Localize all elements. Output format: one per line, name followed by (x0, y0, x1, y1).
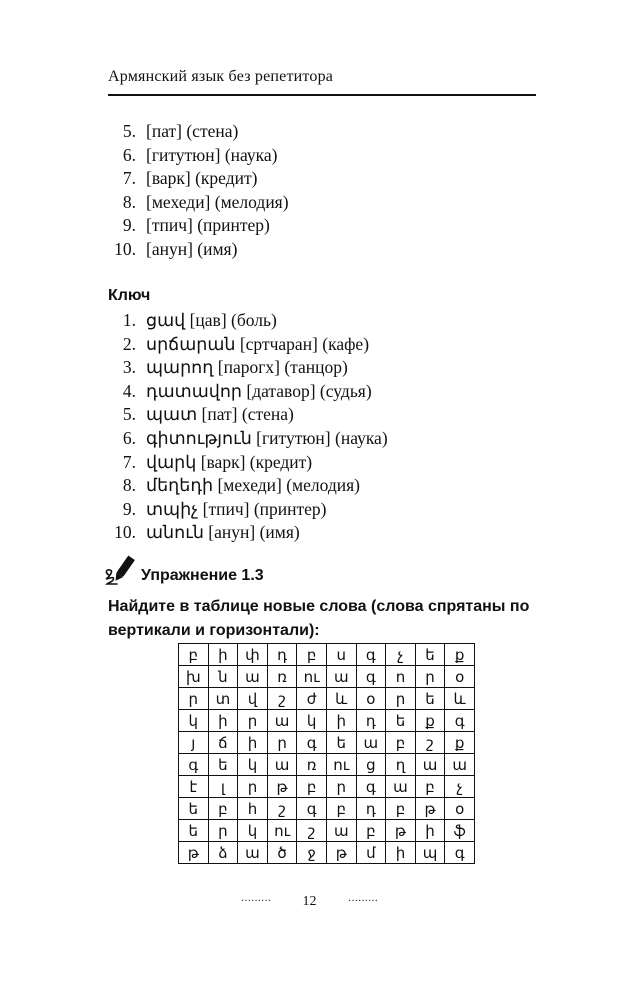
grid-cell: ր (238, 776, 268, 798)
grid-cell: կ (238, 754, 268, 776)
grid-cell: ր (208, 820, 238, 842)
grid-cell: շ (297, 820, 327, 842)
grid-cell: ի (238, 732, 268, 754)
grid-row (179, 688, 475, 710)
item-number: 10. (114, 522, 136, 543)
grid-cell: թ (179, 842, 209, 864)
grid-cell: թ (386, 820, 416, 842)
grid-cell: ի (326, 710, 356, 732)
grid-cell: թ (326, 842, 356, 864)
grid-cell: գ (297, 798, 327, 820)
grid-cell: ո (386, 666, 416, 688)
grid-cell: բ (415, 776, 445, 798)
grid-cell: թ (267, 776, 297, 798)
page-footer (0, 894, 619, 910)
grid-row (179, 820, 475, 842)
grid-cell: ծ (267, 842, 297, 864)
grid-cell: գ (356, 666, 386, 688)
item-text: [мехеди] (мелодия) (146, 191, 289, 212)
pen-writing-icon (103, 553, 143, 587)
grid-cell: դ (356, 798, 386, 820)
key-heading: Ключ (108, 287, 151, 304)
grid-cell: չ (386, 644, 416, 666)
grid-cell: յ (179, 732, 209, 754)
grid-cell: կ (238, 820, 268, 842)
grid-cell: բ (179, 644, 209, 666)
grid-cell: ե (208, 754, 238, 776)
item-text: տպիչ [тпич] (принтер) (146, 498, 327, 519)
grid-cell: ղ (386, 754, 416, 776)
grid-cell: ն (208, 666, 238, 688)
grid-cell: դ (267, 644, 297, 666)
item-number: 5. (122, 121, 136, 141)
item-text: [пат] (стена) (146, 121, 239, 141)
grid-cell: գ (179, 754, 209, 776)
item-text: [варк] (кредит) (146, 168, 258, 189)
grid-cell: բ (297, 776, 327, 798)
item-number: 1. (122, 310, 136, 330)
grid-cell: ժ (297, 688, 327, 710)
grid-cell: լ (208, 776, 238, 798)
grid-cell: ի (415, 820, 445, 842)
grid-cell: ք (445, 644, 475, 666)
item-number: 5. (122, 404, 136, 425)
grid-cell: ա (445, 754, 475, 776)
item-number: 9. (122, 498, 136, 519)
grid-cell: ճ (208, 732, 238, 754)
grid-cell: գ (356, 776, 386, 798)
grid-cell: կ (297, 710, 327, 732)
grid-cell: օ (445, 798, 475, 820)
grid-cell: գ (356, 644, 386, 666)
grid-cell: պ (415, 842, 445, 864)
item-text: գիտություն [гитутюн] (наука) (146, 427, 388, 448)
grid-cell: ա (386, 776, 416, 798)
item-text: պարող [парогх] (танцор) (146, 357, 348, 378)
grid-cell: ա (238, 666, 268, 688)
grid-cell: ա (238, 842, 268, 864)
grid-cell: ջ (297, 842, 327, 864)
grid-cell: ֆ (445, 820, 475, 842)
grid-cell: բ (356, 820, 386, 842)
grid-cell: ի (208, 710, 238, 732)
grid-cell: օ (445, 666, 475, 688)
grid-cell: ե (179, 820, 209, 842)
grid-cell: խ (179, 666, 209, 688)
exercise-instruction: Найдите в таблице новые слова (слова спрятаны по вертикали и горизонтали): (108, 598, 530, 639)
exercise-title: Упражнение 1.3 (141, 567, 264, 584)
grid-row (179, 754, 475, 776)
item-number: 8. (122, 475, 136, 496)
grid-cell: բ (208, 798, 238, 820)
grid-cell: բ (297, 644, 327, 666)
grid-cell: ռ (267, 666, 297, 688)
grid-cell: ի (208, 644, 238, 666)
item-number: 9. (122, 215, 136, 236)
grid-row (179, 666, 475, 688)
grid-cell: ա (267, 710, 297, 732)
grid-cell: գ (297, 732, 327, 754)
grid-cell: կ (179, 710, 209, 732)
grid-row (179, 710, 475, 732)
grid-cell: ր (179, 688, 209, 710)
grid-cell: ս (326, 644, 356, 666)
grid-cell: ա (267, 754, 297, 776)
item-text: [гитутюн] (наука) (146, 144, 278, 165)
item-text: սրճարան [сртчаран] (кафе) (146, 333, 370, 354)
grid-cell: ա (356, 732, 386, 754)
grid-cell: շ (267, 688, 297, 710)
grid-cell: տ (208, 688, 238, 710)
grid-cell: ու (267, 820, 297, 842)
grid-cell: ձ (208, 842, 238, 864)
grid-cell: բ (386, 798, 416, 820)
grid-cell: ա (415, 754, 445, 776)
grid-row (179, 798, 475, 820)
grid-cell: ց (356, 754, 386, 776)
grid-cell: շ (267, 798, 297, 820)
item-number: 7. (122, 168, 136, 189)
grid-cell: ք (415, 710, 445, 732)
item-text: [анун] (имя) (146, 238, 238, 259)
grid-cell: փ (238, 644, 268, 666)
grid-cell: ր (238, 710, 268, 732)
item-number: 2. (122, 333, 136, 354)
grid-cell: գ (445, 842, 475, 864)
grid-cell: բ (326, 798, 356, 820)
grid-cell: հ (238, 798, 268, 820)
page-number: 12 (302, 894, 317, 909)
item-number: 10. (114, 238, 136, 259)
grid-cell: ե (326, 732, 356, 754)
item-number: 6. (122, 427, 136, 448)
grid-cell: ե (415, 688, 445, 710)
grid-cell: չ (445, 776, 475, 798)
grid-cell: շ (415, 732, 445, 754)
item-text: պատ [пат] (стена) (146, 404, 294, 425)
item-number: 3. (122, 357, 136, 378)
grid-cell: օ (356, 688, 386, 710)
footer-dots-right: ········· (348, 896, 378, 908)
grid-cell: ե (179, 798, 209, 820)
grid-cell: ե (415, 644, 445, 666)
grid-cell: ի (386, 842, 416, 864)
item-number: 8. (122, 191, 136, 212)
running-header: Армянский язык без репетитора (108, 68, 334, 85)
grid-cell: ր (267, 732, 297, 754)
item-number: 7. (122, 451, 136, 472)
grid-cell: ք (445, 732, 475, 754)
grid-cell: դ (356, 710, 386, 732)
grid-row (179, 732, 475, 754)
grid-row (179, 842, 475, 864)
grid-cell: ա (326, 666, 356, 688)
grid-cell: ե (386, 710, 416, 732)
grid-cell: ռ (297, 754, 327, 776)
item-text: ցավ [цав] (боль) (146, 310, 277, 330)
item-text: մեղեդի [мехеди] (мелодия) (146, 475, 360, 496)
item-number: 6. (122, 144, 136, 165)
item-text: [тпич] (принтер) (146, 215, 270, 236)
grid-cell: ա (326, 820, 356, 842)
grid-row (179, 776, 475, 798)
item-text: անուն [анун] (имя) (146, 522, 300, 543)
grid-cell: թ (415, 798, 445, 820)
header-rule (108, 94, 536, 96)
grid-cell: ր (326, 776, 356, 798)
grid-cell: մ (356, 842, 386, 864)
grid-cell: և (326, 688, 356, 710)
grid-cell: և (445, 688, 475, 710)
item-text: վարկ [варк] (кредит) (146, 451, 313, 472)
grid-cell: ու (326, 754, 356, 776)
grid-cell: ր (415, 666, 445, 688)
grid-row (179, 644, 475, 666)
grid-cell: ու (297, 666, 327, 688)
item-number: 4. (122, 380, 136, 401)
grid-cell: ր (386, 688, 416, 710)
item-text: դատավոր [датавор] (судья) (146, 380, 372, 401)
grid-cell: գ (445, 710, 475, 732)
grid-cell: վ (238, 688, 268, 710)
word-search-grid (178, 643, 475, 864)
footer-dots-left: ········· (241, 896, 271, 908)
grid-cell: բ (386, 732, 416, 754)
grid-cell: է (179, 776, 209, 798)
